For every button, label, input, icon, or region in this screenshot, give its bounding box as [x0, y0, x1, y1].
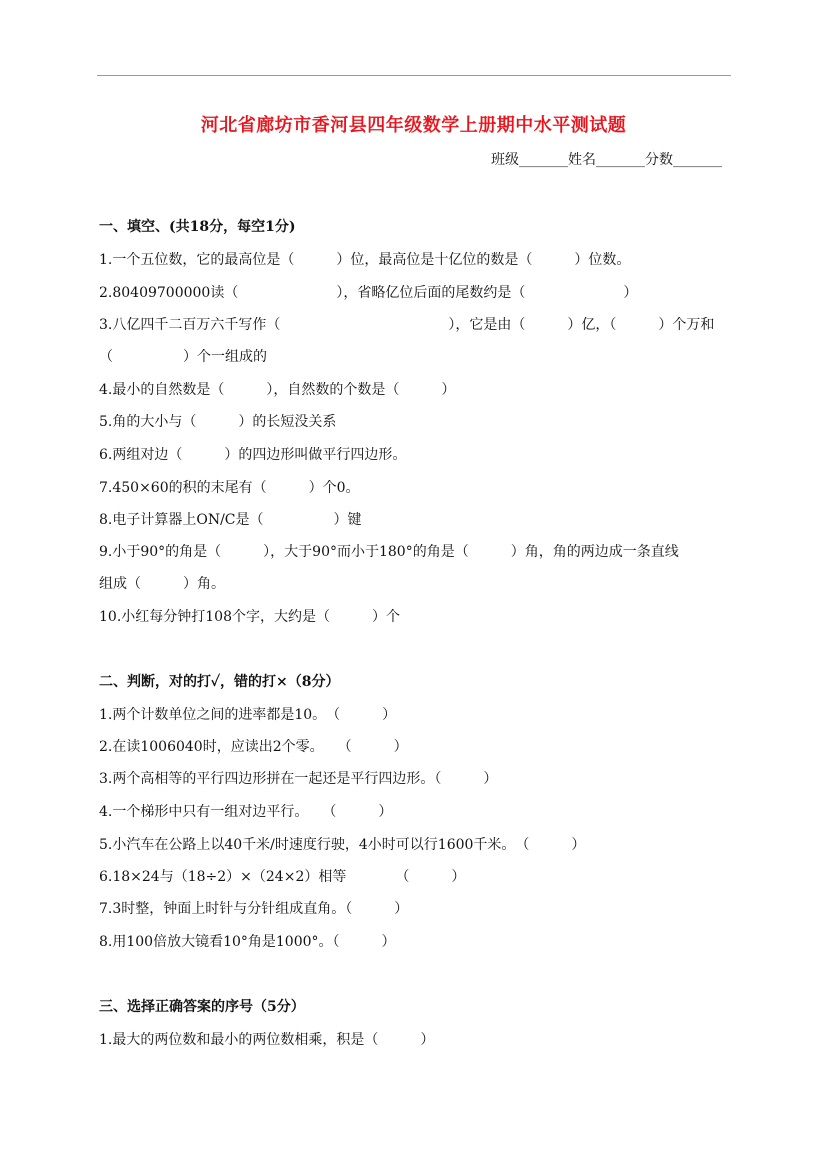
question-1-9: 9.小于90°的角是（ ），大于90°而小于180°的角是（ ）角，角的两边成一条直线 [99, 544, 679, 560]
question-1-5: 5.角的大小与（ ）的长短没关系 [99, 414, 337, 430]
question-1-10: 10.小红每分钟打108个字，大约是（ ）个 [99, 609, 400, 625]
question-2-8: 8.用100倍放大镜看10°角是1000°。（ ） [99, 934, 396, 950]
student-info-line: 班级_______姓名_______分数_______ [491, 152, 722, 168]
header-rule [97, 75, 731, 76]
question-1-6: 6.两组对边（ ）的四边形叫做平行四边形。 [99, 447, 407, 463]
question-1-2: 2.80409700000读（ ），省略亿位后面的尾数约是（ ） [99, 285, 638, 301]
question-2-5: 5.小汽车在公路上以40千米/时速度行驶，4小时可以行1600千米。 （ ） [99, 837, 586, 853]
question-2-2: 2.在读1006040时，应读出2个零。 （ ） [99, 739, 408, 755]
question-1-8: 8.电子计算器上ON/C是（ ）键 [99, 512, 362, 528]
section-3-heading: 三、选择正确答案的序号（5分） [99, 999, 305, 1015]
page-title: 河北省廊坊市香河县四年级数学上册期中水平测试题 [200, 115, 627, 136]
question-2-1: 1.两个计数单位之间的进率都是10。 （ ） [99, 707, 397, 723]
question-2-3: 3.两个高相等的平行四边形拼在一起还是平行四边形。（ ） [99, 771, 498, 787]
question-1-4: 4.最小的自然数是（ ），自然数的个数是（ ） [99, 382, 456, 398]
question-2-7: 7.3时整，钟面上时针与分针组成直角。（ ） [99, 901, 409, 917]
question-1-1: 1.一个五位数，它的最高位是（ ）位，最高位是十亿位的数是（ ）位数。 [99, 252, 631, 268]
question-1-7: 7.450×60的积的末尾有（ ）个0。 [99, 480, 360, 496]
question-1-3-cont: （ ）个一组成的 [99, 349, 267, 365]
section-1-heading: 一、填空、(共18分，每空1分) [99, 219, 296, 235]
question-2-6: 6.18×24与（18÷2）×（24×2）相等 （ ） [99, 869, 466, 885]
question-1-9-cont: 组成（ ）角。 [99, 576, 225, 592]
section-2-heading: 二、判断，对的打✓，错的打×（8分） [99, 674, 340, 690]
question-1-3: 3.八亿四千二百万六千写作（ ），它是由（ ）亿，（ ）个万和 [99, 317, 715, 333]
question-2-4: 4.一个梯形中只有一组对边平行。 （ ） [99, 804, 393, 820]
question-3-1: 1.最大的两位数和最小的两位数相乘，积是（ ） [99, 1032, 435, 1048]
